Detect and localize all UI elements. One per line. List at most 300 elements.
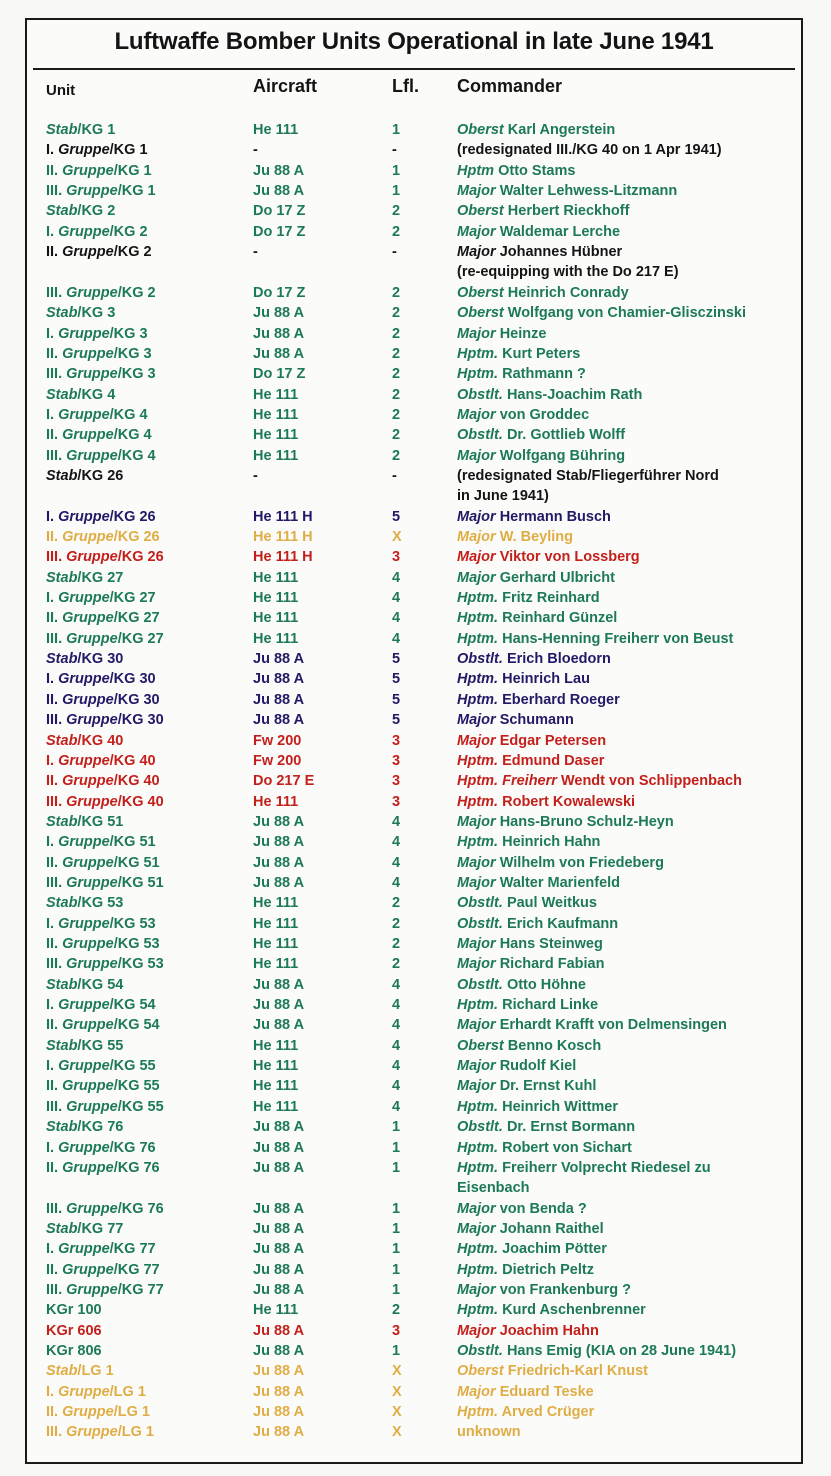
aircraft-cell: Ju 88 A (253, 1119, 305, 1136)
commander-cell (457, 1117, 635, 1137)
table-row (27, 1280, 801, 1300)
commander-rank: Major (457, 183, 496, 200)
table-row (27, 893, 801, 913)
commander-rank: Major (457, 447, 496, 464)
table-row (27, 1300, 801, 1320)
unit-cell (46, 975, 123, 995)
commander-name: Gerhard Ulbricht (495, 569, 615, 586)
table-row (27, 1056, 801, 1076)
table-row (27, 385, 801, 405)
unit-designation: /KG 54 (109, 997, 156, 1014)
commander-cell (457, 690, 620, 710)
commander-rank: Obstlt. (457, 915, 503, 932)
commander-name: Dr. Ernst Bormann (502, 1119, 636, 1136)
commander-cell (457, 751, 604, 771)
unit-cell (46, 690, 160, 710)
table-row (27, 1382, 801, 1402)
table-row (27, 140, 801, 160)
commander-name: Wolfgang von Chamier-Glisczinski (503, 305, 746, 322)
aircraft-cell: He 111 H (253, 508, 313, 525)
table-row (27, 812, 801, 832)
luftflotte-cell: 4 (392, 630, 401, 647)
unit-type: Gruppe (58, 142, 110, 159)
luftflotte-cell: 1 (392, 1281, 401, 1298)
commander-cell (457, 812, 674, 832)
table-row (27, 731, 801, 751)
unit-designation: /KG 54 (77, 976, 124, 993)
commander-rank: Hptm. (457, 345, 499, 362)
unit-designation: /KG 55 (113, 1078, 160, 1095)
commander-note-line: in June 1941) (457, 487, 549, 504)
luftflotte-cell: 2 (392, 915, 401, 932)
unit-cell (46, 181, 156, 201)
commander-name: Waldemar Lerche (495, 223, 621, 240)
unit-prefix: II. (46, 427, 63, 444)
luftflotte-cell: 1 (392, 1241, 401, 1258)
unit-cell (46, 1158, 160, 1178)
commander-rank: Hptm. (457, 366, 499, 383)
table-row (27, 954, 801, 974)
unit-designation: /KG 53 (113, 936, 160, 952)
unit-prefix: I. (46, 223, 59, 240)
table-row (27, 853, 801, 873)
table-row (27, 364, 801, 384)
luftflotte-cell: 1 (392, 1119, 401, 1136)
commander-rank: Hptm. (457, 1404, 499, 1421)
aircraft-cell: He 111 (253, 793, 299, 810)
unit-type: Gruppe (62, 427, 114, 444)
luftflotte-cell: 2 (392, 325, 401, 342)
aircraft-cell: He 111 (253, 447, 299, 464)
table-row (27, 1402, 801, 1422)
aircraft-cell: He 111 (253, 895, 299, 912)
commander-cell (457, 771, 742, 791)
title-divider (33, 68, 795, 70)
unit-type: Gruppe (58, 325, 110, 342)
unit-cell (46, 140, 148, 160)
luftflotte-cell: 4 (392, 813, 401, 830)
table-row (27, 792, 801, 812)
unit-cell (46, 1138, 156, 1158)
commander-rank: Hptm. (457, 671, 499, 688)
unit-cell (46, 995, 156, 1015)
luftflotte-cell: 4 (392, 610, 401, 627)
unit-designation: /KG 76 (77, 1119, 124, 1136)
commander-cell (457, 1382, 594, 1402)
commander-cell (457, 1199, 587, 1219)
unit-designation: /KG 26 (117, 549, 164, 566)
unit-cell (46, 283, 156, 303)
commander-cell (457, 385, 642, 405)
unit-designation: KGr 100 (46, 1302, 102, 1319)
unit-designation: /KG 53 (77, 895, 124, 912)
unit-prefix: II. (46, 529, 63, 545)
table-row (27, 1199, 801, 1219)
commander-name: Johann Raithel (495, 1220, 604, 1237)
unit-type: Gruppe (58, 671, 110, 688)
aircraft-cell: Ju 88 A (253, 1363, 305, 1380)
luftflotte-cell: X (392, 1363, 402, 1380)
commander-rank: Hptm. (457, 691, 499, 708)
commander-note-line: (re-equipping with the Do 217 E) (457, 264, 679, 281)
commander-name: Rudolf Kiel (495, 1058, 577, 1075)
aircraft-cell: Ju 88 A (253, 325, 305, 342)
table-row (27, 181, 801, 201)
unit-cell (46, 853, 160, 873)
luftflotte-cell: 4 (392, 569, 401, 586)
unit-designation: /KG 76 (109, 1139, 156, 1156)
luftflotte-cell: 5 (392, 712, 401, 729)
unit-cell (46, 832, 156, 852)
commander-name: Walter Marienfeld (495, 874, 621, 891)
unit-type: Stab (46, 732, 78, 749)
luftflotte-cell: 4 (392, 834, 401, 851)
aircraft-cell: Ju 88 A (253, 1139, 305, 1156)
unit-prefix: II. (46, 244, 63, 261)
commander-cell (457, 893, 597, 913)
table-row (27, 629, 801, 649)
aircraft-cell: Ju 88 A (253, 997, 305, 1014)
unit-prefix: I. (46, 1241, 59, 1258)
table-row (27, 649, 801, 669)
commander-cell (457, 1015, 727, 1035)
commander-rank: Major (457, 712, 496, 729)
aircraft-cell: He 111 (253, 936, 299, 952)
unit-designation: /KG 30 (77, 651, 124, 668)
commander-name: von Frankenburg ? (495, 1281, 632, 1298)
commander-cell (457, 1422, 521, 1442)
unit-designation: /KG 54 (113, 1017, 160, 1034)
unit-cell (46, 710, 164, 730)
commander-cell (457, 283, 629, 303)
unit-type: Gruppe (58, 1058, 110, 1075)
table-row (27, 283, 801, 303)
commander-cell (457, 832, 600, 852)
table-row (27, 161, 801, 181)
table-row (27, 771, 801, 791)
table-row (27, 710, 801, 730)
aircraft-cell: He 111 (253, 1098, 299, 1115)
unit-type: Gruppe (66, 183, 118, 200)
unit-prefix: III. (46, 183, 67, 200)
commander-name: Hans Steinweg (495, 936, 603, 952)
unit-prefix: III. (46, 1424, 67, 1441)
luftflotte-cell: 3 (392, 1322, 401, 1339)
commander-rank: Major (457, 223, 496, 240)
luftflotte-cell: - (392, 142, 397, 159)
unit-prefix: II. (46, 1261, 63, 1278)
table-row (27, 303, 801, 323)
unit-cell (46, 629, 164, 649)
table-row (27, 588, 801, 608)
unit-type: Stab (46, 1119, 78, 1136)
commander-cell (457, 364, 586, 384)
table-row (27, 201, 801, 221)
unit-prefix: I. (46, 1058, 59, 1075)
luftflotte-cell: 5 (392, 691, 401, 708)
aircraft-cell: Ju 88 A (253, 1322, 305, 1339)
table-row (27, 1158, 801, 1196)
unit-prefix: III. (46, 549, 67, 566)
unit-prefix: I. (46, 406, 59, 423)
commander-rank: Hptm. (457, 590, 499, 607)
table-row (27, 1321, 801, 1341)
aircraft-cell: Ju 88 A (253, 183, 305, 200)
unit-type: Gruppe (66, 1200, 118, 1217)
unit-cell (46, 222, 148, 242)
unit-prefix: III. (46, 1200, 67, 1217)
aircraft-cell: Ju 88 A (253, 691, 305, 708)
table-frame (25, 18, 803, 1464)
aircraft-cell: Ju 88 A (253, 1281, 305, 1298)
unit-prefix: III. (46, 284, 67, 301)
aircraft-cell: Ju 88 A (253, 854, 305, 871)
unit-type: Gruppe (58, 752, 110, 769)
luftflotte-cell: 4 (392, 590, 401, 607)
commander-cell (457, 1138, 632, 1158)
unit-type: Gruppe (62, 1017, 114, 1034)
unit-designation: /KG 27 (117, 630, 164, 647)
unit-designation: /KG 77 (113, 1261, 160, 1278)
commander-cell (457, 1036, 601, 1056)
commander-cell (457, 120, 615, 140)
commander-name: Richard Linke (498, 997, 599, 1014)
aircraft-cell: Do 217 E (253, 773, 315, 790)
table-row (27, 222, 801, 242)
unit-designation: /KG 30 (109, 671, 156, 688)
commander-rank: Hptm. (457, 997, 499, 1014)
commander-cell (457, 1056, 576, 1076)
table-row (27, 507, 801, 527)
unit-designation: /KG 51 (117, 874, 164, 891)
aircraft-cell: Do 17 Z (253, 366, 306, 383)
commander-name: Reinhard Günzel (498, 610, 618, 627)
unit-type: Gruppe (62, 1159, 114, 1176)
unit-type: Gruppe (66, 1424, 118, 1441)
commander-rank: Major (457, 508, 496, 525)
unit-prefix: I. (46, 752, 59, 769)
unit-type: Stab (46, 467, 78, 484)
commander-rank: Oberst (457, 203, 504, 220)
unit-cell (46, 344, 152, 364)
unit-cell (46, 161, 152, 181)
luftflotte-cell: 4 (392, 997, 401, 1014)
luftflotte-cell: X (392, 1404, 402, 1421)
unit-cell (46, 1199, 164, 1219)
aircraft-cell: He 111 (253, 1058, 299, 1075)
luftflotte-cell: 3 (392, 732, 401, 749)
unit-cell (46, 812, 123, 832)
luftflotte-cell: 2 (392, 305, 401, 322)
table-row (27, 466, 801, 504)
commander-rank: Obstlt. (457, 976, 503, 993)
unit-designation: /KG 53 (109, 915, 156, 932)
aircraft-cell: Fw 200 (253, 732, 302, 749)
unit-designation: /KG 77 (117, 1281, 164, 1298)
luftflotte-cell: 1 (392, 183, 401, 200)
commander-rank: Oberst (457, 1363, 504, 1380)
commander-name: Otto Stams (494, 162, 576, 179)
unit-designation: /KG 55 (77, 1037, 124, 1054)
commander-name: Joachim Pötter (498, 1241, 607, 1258)
commander-name: Fritz Reinhard (498, 590, 600, 607)
unit-cell (46, 608, 160, 628)
commander-rank: Hptm. Freiherr (457, 773, 557, 790)
table-row (27, 751, 801, 771)
unit-prefix: II. (46, 691, 63, 708)
unit-designation: /KG 30 (117, 712, 164, 729)
unit-designation: /KG 77 (77, 1220, 124, 1237)
commander-name: Joachim Hahn (495, 1322, 599, 1339)
aircraft-cell: Ju 88 A (253, 1261, 305, 1278)
commander-rank: Hptm. (457, 1159, 499, 1176)
table-row (27, 975, 801, 995)
unit-cell (46, 507, 156, 527)
aircraft-cell: - (253, 244, 258, 261)
header-aircraft: Aircraft (253, 76, 318, 96)
unit-cell (46, 324, 148, 344)
unit-type: Gruppe (66, 549, 118, 566)
commander-rank: Major (457, 406, 496, 423)
unit-designation: /LG 1 (109, 1383, 146, 1400)
unit-type: Stab (46, 305, 78, 322)
aircraft-cell: Ju 88 A (253, 1383, 305, 1400)
unit-type: Gruppe (66, 366, 118, 383)
unit-prefix: I. (46, 508, 59, 525)
unit-type: Gruppe (62, 691, 114, 708)
aircraft-cell: Fw 200 (253, 752, 302, 769)
commander-name: Hans-Joachim Rath (502, 386, 643, 403)
table-row (27, 669, 801, 689)
commander-cell (457, 588, 600, 608)
luftflotte-cell: 2 (392, 386, 401, 403)
luftflotte-cell: 1 (392, 1261, 401, 1278)
luftflotte-cell: 4 (392, 976, 401, 993)
commander-rank: Major (457, 1383, 496, 1400)
unit-cell (46, 385, 115, 405)
unit-type: Gruppe (62, 244, 114, 261)
unit-cell (46, 242, 152, 262)
luftflotte-cell: 4 (392, 854, 401, 871)
commander-cell (457, 547, 640, 567)
table-row (27, 1260, 801, 1280)
unit-type: Gruppe (62, 1404, 114, 1421)
unit-type: Gruppe (58, 1241, 110, 1258)
luftflotte-cell: 1 (392, 162, 401, 179)
luftflotte-cell: 1 (392, 1220, 401, 1237)
commander-name: Hermann Busch (495, 508, 611, 525)
commander-name: Richard Fabian (495, 956, 605, 973)
commander-rank: Hptm. (457, 1241, 499, 1258)
unit-designation: /KG 55 (117, 1098, 164, 1115)
unit-prefix: I. (46, 142, 59, 159)
luftflotte-cell: 2 (392, 956, 401, 973)
aircraft-cell: He 111 (253, 1302, 299, 1319)
commander-name: Schumann (495, 712, 574, 729)
unit-cell (46, 914, 156, 934)
commander-rank: Obstlt. (457, 651, 503, 668)
commander-name: Hans-Henning Freiherr von Beust (498, 630, 734, 647)
commander-name: Freiherr Volprecht Riedesel zu (498, 1159, 711, 1176)
unit-prefix: I. (46, 590, 59, 607)
unit-designation: /KG 26 (113, 529, 160, 545)
unit-cell (46, 527, 160, 547)
luftflotte-cell: 5 (392, 671, 401, 688)
unit-prefix: III. (46, 366, 67, 383)
commander-name: von Benda ? (495, 1200, 587, 1217)
commander-cell (457, 792, 635, 812)
unit-type: Gruppe (58, 406, 110, 423)
table-row (27, 1015, 801, 1035)
unit-type: Stab (46, 813, 78, 830)
unit-cell (46, 1321, 102, 1341)
aircraft-cell: Ju 88 A (253, 813, 305, 830)
aircraft-cell: Ju 88 A (253, 1200, 305, 1217)
unit-prefix: I. (46, 671, 59, 688)
commander-cell (457, 608, 617, 628)
commander-rank: Major (457, 1281, 496, 1298)
unit-designation: /KG 26 (77, 467, 124, 484)
commander-name: Rathmann ? (498, 366, 586, 383)
aircraft-cell: Ju 88 A (253, 162, 305, 179)
commander-cell (457, 222, 620, 242)
commander-name: Eduard Teske (495, 1383, 594, 1400)
unit-cell (46, 1056, 156, 1076)
commander-rank: Major (457, 1017, 496, 1034)
unit-type: Gruppe (62, 1261, 114, 1278)
unit-type: Stab (46, 976, 78, 993)
unit-prefix: I. (46, 1383, 59, 1400)
unit-type: Gruppe (62, 529, 114, 545)
commander-name: Robert Kowalewski (498, 793, 636, 810)
commander-cell (457, 161, 575, 181)
table-row (27, 832, 801, 852)
commander-name: Friedrich-Karl Knust (503, 1363, 648, 1380)
unit-cell (46, 1260, 160, 1280)
unit-type: Gruppe (62, 1078, 114, 1095)
aircraft-cell: - (253, 467, 258, 484)
unit-designation: /KG 27 (113, 610, 160, 627)
aircraft-cell: Ju 88 A (253, 671, 305, 688)
unit-type: Stab (46, 122, 78, 138)
commander-rank: Major (457, 1200, 496, 1217)
table-row (27, 690, 801, 710)
luftflotte-cell: 1 (392, 1200, 401, 1217)
commander-name: (redesignated Stab/Fliegerführer Nord (457, 467, 719, 484)
unit-type: Gruppe (58, 223, 110, 240)
unit-type: Stab (46, 569, 78, 586)
unit-prefix: I. (46, 997, 59, 1014)
luftflotte-cell: 2 (392, 345, 401, 362)
unit-cell (46, 1341, 102, 1361)
commander-rank: Hptm. (457, 1302, 499, 1319)
commander-name: Karl Angerstein (503, 122, 616, 138)
commander-name: Viktor von Lossberg (495, 549, 640, 566)
unit-prefix: I. (46, 915, 59, 932)
aircraft-cell: Ju 88 A (253, 1220, 305, 1237)
commander-name: Dr. Ernst Kuhl (495, 1078, 597, 1095)
commander-name: unknown (457, 1424, 521, 1441)
unit-designation: /KG 4 (109, 406, 148, 423)
aircraft-cell: He 111 H (253, 529, 313, 545)
unit-designation: /KG 3 (117, 366, 156, 383)
commander-cell (457, 324, 546, 344)
luftflotte-cell: 5 (392, 508, 401, 525)
table-row (27, 1239, 801, 1259)
table-row (27, 934, 801, 954)
unit-cell (46, 1422, 154, 1442)
luftflotte-cell: 2 (392, 447, 401, 464)
